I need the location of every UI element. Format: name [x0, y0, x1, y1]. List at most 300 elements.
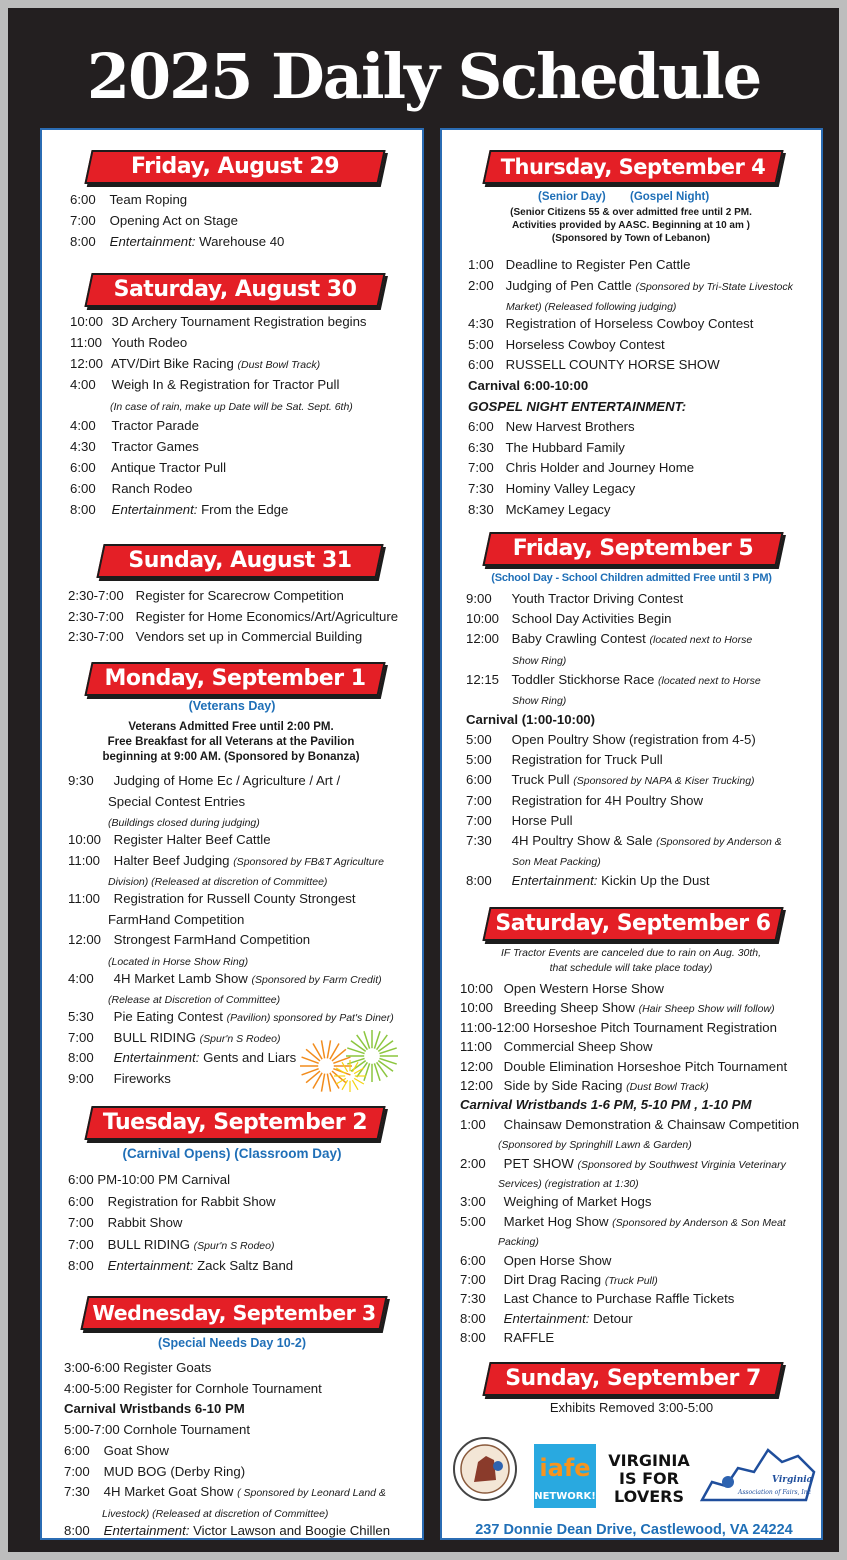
entertainment-label: Entertainment: [111, 502, 198, 517]
event-note: (Dust Bowl Track) [237, 359, 321, 371]
event-note: (Sponsored by FB&T Agriculture [233, 855, 384, 868]
event-line [466, 591, 683, 607]
event-time: 2:30-7:00 [68, 608, 124, 624]
event-text: Last Chance to Purchase Raffle Tickets [503, 1291, 735, 1307]
event-text: From the Edge [201, 502, 289, 517]
event-line [68, 1050, 296, 1066]
event-text: Gents and Liars [203, 1050, 297, 1065]
event-line [468, 278, 793, 295]
event-time: 10:00 [68, 832, 102, 847]
day-banner-tue2 [84, 1106, 385, 1140]
event-text: Judging of Home Ec / Agriculture / Art / [113, 773, 341, 788]
event-text: Register for Cornhole Tournament [123, 1380, 322, 1396]
event-time: 10:00 [70, 314, 104, 329]
event-time: 4:00-5:00 [64, 1380, 120, 1396]
fair-seal-logo [452, 1436, 518, 1502]
event-time: 6:00 [68, 1193, 94, 1209]
event-line [64, 1443, 169, 1459]
event-time: 10:00 [460, 981, 494, 996]
svg-text:LOVERS: LOVERS [614, 1487, 684, 1506]
event-line [68, 1172, 230, 1188]
entertainment-label: Entertainment: [113, 1050, 200, 1065]
senior-day-label: (Senior Day) [538, 191, 606, 203]
svg-text:VIRGINIA: VIRGINIA [608, 1451, 690, 1470]
event-text: Opening Act on Stage [109, 213, 238, 228]
event-time: 4:00 [70, 418, 96, 433]
event-time: 5:00 [466, 752, 492, 768]
event-line [468, 460, 694, 476]
event-line [70, 481, 192, 497]
event-time: 6:00 [466, 772, 492, 788]
event-time: 4:30 [468, 316, 494, 332]
day-banner-wed3 [80, 1296, 387, 1330]
info-line: Activities provided by AASC. Beginning at 10 am ) [511, 220, 750, 231]
event-text: Truck Pull [511, 772, 570, 788]
event-text: RAFFLE [503, 1330, 555, 1346]
event-text: Horseshoe Pitch Tournament Registration [533, 1019, 777, 1035]
event-time: 12:00 [466, 631, 500, 647]
event-note: Services) (registration at 1:30) [498, 1178, 639, 1190]
event-text: Registration for Russell County Strongest [113, 891, 356, 906]
event-time: 9:00 [68, 1070, 94, 1086]
event-time: 8:00 [70, 502, 96, 517]
event-line [468, 481, 635, 497]
event-note: (Located in Horse Show Ring) [108, 955, 249, 968]
event-note: (located next to Horse [658, 674, 761, 687]
event-note: (Spur'n S Rodeo) [199, 1032, 281, 1045]
event-text: BULL RIDING [107, 1236, 190, 1252]
event-line [460, 1214, 786, 1231]
event-text: Youth Rodeo [111, 335, 188, 350]
event-line [466, 631, 752, 648]
event-time: 5:00 [460, 1213, 486, 1229]
event-line [466, 752, 663, 768]
event-line [468, 257, 690, 273]
event-text: Rabbit Show [107, 1215, 183, 1230]
event-line [468, 502, 610, 518]
left-column [40, 128, 424, 1540]
event-text: 4H Market Goat Show [103, 1484, 234, 1500]
day-banner-sun31 [96, 544, 383, 578]
event-time: 5:00-7:00 [64, 1422, 120, 1438]
event-line [466, 813, 573, 829]
event-note: (located next to Horse [649, 634, 753, 647]
event-line [70, 314, 367, 330]
event-time: 12:00 [460, 1078, 494, 1093]
day-label: Wednesday, September 3 [92, 1301, 376, 1325]
gospel-night-label: (Gospel Night) [630, 191, 710, 203]
fireworks-icon [296, 1028, 406, 1098]
event-text: ATV/Dirt Bike Racing [110, 356, 234, 371]
event-time: 2:30-7:00 [68, 588, 124, 603]
iafe-network-logo [534, 1444, 596, 1508]
event-line [68, 932, 310, 948]
event-line [460, 981, 664, 997]
svg-text:Association of Fairs, Inc: Association of Fairs, Inc [738, 1489, 812, 1496]
event-line [466, 772, 755, 789]
entertainment-label: Entertainment: [109, 234, 196, 249]
event-time: 2:30-7:00 [68, 629, 124, 644]
event-note: Market) (Released following judging) [506, 301, 677, 314]
event-time: 2:00 [468, 277, 494, 293]
event-time: 9:30 [68, 773, 94, 788]
svg-text:NETWORK!: NETWORK! [534, 1491, 596, 1502]
event-line [70, 418, 199, 434]
event-line [468, 440, 625, 456]
event-line [460, 1117, 799, 1133]
event-time: 6:00 PM-10:00 PM [68, 1172, 178, 1187]
event-line [64, 1484, 386, 1501]
event-line [68, 609, 398, 625]
event-text: Register for Home Economics/Art/Agriculture [135, 608, 399, 624]
event-line [512, 692, 566, 709]
event-time: 6:00 [70, 460, 96, 475]
event-text: MUD BOG (Derby Ring) [103, 1463, 246, 1479]
event-line [68, 1258, 293, 1274]
event-text: Registration for Truck Pull [511, 752, 663, 768]
event-time: 7:00 [68, 1029, 94, 1045]
event-note: (Sponsored by Anderson & [656, 836, 782, 848]
event-line: Carnival Wristbands 1-6 PM, 5-10 PM , 1-10 PM [460, 1097, 752, 1113]
event-text: Registration for Rabbit Show [107, 1193, 276, 1209]
day-label: Friday, September 5 [512, 536, 754, 561]
event-time: 8:00 [70, 234, 96, 249]
day-subtitle: (School Day - School Children admitted Free until 3 PM) [491, 572, 772, 584]
event-note: (In case of rain, make up Date will be Sat. Sept. 6th) [110, 401, 353, 413]
event-note: ( Sponsored by Leonard Land & [237, 1487, 386, 1500]
event-line [64, 1381, 322, 1397]
event-time: 6:00 [460, 1252, 486, 1268]
event-text: Halter Beef Judging [113, 852, 230, 868]
event-text: Breeding Sheep Show [503, 1000, 635, 1016]
event-text: Ranch Rodeo [111, 481, 193, 496]
day-banner-sun7 [482, 1362, 783, 1396]
event-line [68, 629, 362, 645]
event-text: FarmHand Competition [108, 911, 245, 927]
event-line [108, 794, 245, 810]
event-line [460, 1039, 652, 1055]
event-line [460, 1272, 658, 1289]
event-time: 8:30 [468, 501, 494, 517]
day-banner-mon1 [84, 662, 385, 696]
event-text: McKamey Legacy [505, 501, 611, 517]
event-line [70, 460, 226, 476]
event-note: Packing) [498, 1236, 539, 1249]
event-time: 7:00 [64, 1463, 90, 1479]
event-text: Fireworks [113, 1070, 171, 1086]
event-line [70, 356, 320, 373]
event-line [68, 832, 271, 848]
info-line: IF Tractor Events are canceled due to rain on Aug. 30th, [500, 947, 762, 959]
event-time: 7:00 [68, 1215, 94, 1230]
event-line [460, 1291, 734, 1307]
event-text: Register for Scarecrow Competition [135, 588, 344, 603]
event-line [460, 1194, 652, 1210]
event-line [468, 316, 753, 332]
event-line: Carnival (1:00-10:00) [466, 711, 596, 727]
day-subtitle: (Carnival Opens) (Classroom Day) [122, 1146, 342, 1161]
event-time: 8:00 [460, 1310, 486, 1326]
event-text: Cornhole Tournament [123, 1422, 250, 1438]
event-note: (Spur'n S Rodeo) [193, 1239, 275, 1252]
event-line [466, 611, 671, 627]
event-note: (Buildings closed during judging) [108, 817, 260, 829]
event-time: 7:00 [468, 460, 494, 476]
event-time: 1:00 [460, 1116, 486, 1132]
event-time: 6:00 [64, 1442, 90, 1458]
event-line [460, 1330, 554, 1346]
event-time: 6:00 [468, 419, 494, 435]
event-time: 11:00 [68, 852, 101, 868]
event-text: Register Goats [123, 1360, 212, 1375]
event-time: 12:00 [460, 1058, 494, 1074]
event-line [468, 419, 635, 435]
event-line [70, 234, 284, 250]
day-banner-fri5 [482, 532, 783, 566]
event-text: BULL RIDING [113, 1029, 196, 1045]
event-text: Zack Saltz Band [197, 1258, 294, 1273]
event-note: (Pavilion) sponsored by Pat's Diner) [226, 1012, 394, 1024]
event-text: Market Hog Show [503, 1213, 609, 1229]
event-text: Toddler Stickhorse Race [511, 671, 655, 687]
event-text: PET SHOW [503, 1155, 574, 1171]
svg-text:iafe: iafe [539, 1454, 591, 1482]
event-text: The Hubbard Family [505, 439, 625, 455]
entertainment-label: Entertainment: [103, 1522, 190, 1538]
event-text: Open Western Horse Show [503, 981, 664, 996]
event-time: 7:30 [460, 1291, 486, 1307]
event-line [460, 1000, 775, 1017]
event-text: Goat Show [103, 1442, 169, 1458]
event-note: (Sponsored by Southwest Virginia Veterinary [577, 1158, 786, 1171]
event-text: Strongest FarmHand Competition [113, 932, 311, 947]
right-column [440, 128, 823, 1540]
poster [8, 8, 839, 1552]
event-line [466, 732, 756, 748]
event-note: (Hair Sheep Show will follow) [638, 1003, 775, 1016]
day-label: Monday, September 1 [104, 666, 366, 691]
event-line [466, 793, 703, 809]
event-line [466, 873, 710, 889]
event-text: Register Halter Beef Cattle [113, 832, 271, 847]
event-line [108, 912, 244, 928]
event-text: Special Contest Entries [108, 793, 246, 809]
exhibits-removed-note: Exhibits Removed 3:00-5:00 [549, 1400, 714, 1415]
day-banner-sat30 [84, 273, 385, 307]
day-label: Tuesday, September 2 [102, 1110, 368, 1135]
event-time: 6:00 [70, 481, 96, 496]
event-text: RUSSELL COUNTY HORSE SHOW [505, 357, 720, 373]
svg-text:IS FOR: IS FOR [619, 1469, 679, 1488]
event-line [70, 377, 339, 393]
event-time: 11:00 [70, 335, 103, 350]
event-text: School Day Activities Begin [511, 611, 672, 627]
event-time: 8:00 [68, 1258, 94, 1273]
event-note: (Sponsored by NAPA & Kiser Trucking) [573, 775, 755, 788]
event-line [68, 1030, 280, 1047]
event-text: Team Roping [109, 192, 188, 207]
event-line [70, 502, 288, 518]
event-line [468, 337, 665, 353]
day-subtitle: (Veterans Day) [188, 699, 276, 713]
event-time: 3:00 [460, 1194, 486, 1210]
event-note: Show Ring) [512, 694, 567, 707]
event-note: Division) (Released at discretion of Committee) [108, 876, 328, 888]
entertainment-label: Entertainment: [107, 1258, 194, 1273]
event-line [468, 357, 720, 373]
event-note: (Sponsored by Tri-State Livestock [635, 280, 793, 293]
event-text: Horse Pull [511, 812, 573, 828]
event-time: 7:00 [466, 792, 492, 808]
event-line [68, 1237, 274, 1254]
info-line: beginning at 9:00 AM. (Sponsored by Bonanza) [102, 751, 360, 763]
event-time: 11:00 [68, 891, 101, 906]
event-text: Vendors set up in Commercial Building [135, 629, 363, 644]
event-line [460, 1078, 709, 1095]
event-text: Commercial Sheep Show [503, 1039, 653, 1055]
event-line [70, 335, 187, 351]
svg-text:Virginia: Virginia [772, 1475, 813, 1485]
event-time: 12:00 [68, 932, 102, 947]
event-time: 5:00 [468, 336, 494, 352]
virginia-association-of-fairs-logo [698, 1442, 818, 1508]
event-line [498, 1233, 539, 1250]
event-line [68, 1071, 171, 1087]
info-line: Free Breakfast for all Veterans at the Pavilion [107, 736, 355, 748]
event-time: 3:00-6:00 [64, 1360, 120, 1375]
event-note: Show Ring) [512, 654, 567, 667]
event-line [70, 192, 187, 208]
event-line [68, 588, 344, 604]
event-line: Carnival 6:00-10:00 [468, 378, 589, 393]
event-text: Tractor Games [111, 439, 199, 454]
event-line: Carnival Wristbands 6-10 PM [64, 1401, 245, 1417]
event-note: (Sponsored by Anderson & Son Meat [612, 1216, 786, 1229]
day-label: Sunday, August 31 [128, 548, 352, 573]
event-text: Open Horse Show [503, 1252, 612, 1268]
event-text: New Harvest Brothers [505, 419, 635, 435]
event-time: 5:30 [68, 1009, 94, 1024]
event-text: Weigh In & Registration for Tractor Pull [111, 377, 340, 392]
event-line [498, 1136, 692, 1153]
day-banner-sat6 [482, 907, 783, 941]
day-label: Saturday, September 6 [495, 911, 771, 936]
event-text: Double Elimination Horseshoe Pitch Tournament [503, 1058, 788, 1074]
event-time: 1:00 [468, 257, 494, 272]
event-line [108, 814, 260, 831]
event-time: 6:00 [70, 192, 96, 207]
event-line [110, 398, 353, 415]
event-text: Open Poultry Show (registration from 4-5) [511, 732, 756, 747]
event-line [68, 1194, 276, 1210]
event-line [102, 1505, 328, 1522]
event-text: Youth Tractor Driving Contest [511, 591, 684, 606]
event-line [108, 873, 327, 890]
event-time: 6:30 [468, 439, 494, 455]
event-line [68, 773, 340, 789]
event-time: 10:00 [466, 611, 500, 627]
event-time: 5:00 [466, 732, 492, 747]
event-line [460, 1311, 633, 1327]
event-note: (Dust Bowl Track) [626, 1081, 709, 1093]
event-time: 2:00 [460, 1155, 486, 1171]
event-time: 12:00 [70, 356, 104, 371]
event-time: 9:00 [466, 591, 492, 606]
entertainment-label: Entertainment: [511, 873, 598, 889]
virginia-is-for-lovers-logo [604, 1448, 694, 1508]
event-text: Dirt Drag Racing [503, 1272, 602, 1287]
event-time: 7:30 [468, 481, 494, 496]
event-text: Tractor Parade [111, 418, 199, 433]
event-line [108, 953, 248, 970]
entertainment-label: Entertainment: [503, 1310, 590, 1326]
event-line [108, 991, 280, 1008]
event-text: Judging of Pen Cattle [505, 277, 632, 293]
event-text: Chris Holder and Journey Home [505, 460, 695, 476]
event-time: 8:00 [460, 1330, 486, 1346]
event-time: 4:30 [70, 439, 96, 454]
event-time: 10:00 [460, 1000, 494, 1016]
event-text: Victor Lawson and Boogie Chillen [193, 1522, 391, 1538]
day-label: Sunday, September 7 [505, 1366, 761, 1391]
event-text: Detour [593, 1310, 633, 1326]
event-text: 4H Market Lamb Show [113, 970, 248, 986]
event-line [506, 298, 676, 315]
event-note: (Release at Discretion of Committee) [108, 994, 281, 1006]
info-line: that schedule will take place today) [549, 962, 713, 974]
event-line [512, 853, 601, 870]
event-text: Weighing of Market Hogs [503, 1194, 652, 1210]
event-line [68, 1009, 394, 1026]
event-line [460, 1156, 786, 1173]
event-note: (Sponsored by Springhill Lawn & Garden) [498, 1139, 692, 1152]
day-banner-thu4 [482, 150, 783, 184]
event-time: 4:00 [70, 377, 96, 392]
event-time: 7:00 [70, 213, 96, 228]
event-line: GOSPEL NIGHT ENTERTAINMENT: [468, 398, 687, 414]
event-time: 11:00 [460, 1039, 493, 1055]
day-banner-fri29 [84, 150, 385, 184]
event-text: Antique Tractor Pull [110, 460, 227, 475]
event-line [68, 853, 384, 870]
event-text: Baby Crawling Contest [511, 631, 646, 647]
event-text: Carnival [181, 1172, 230, 1187]
event-line [512, 652, 566, 669]
event-time: 8:00 [466, 873, 492, 889]
info-line: (Senior Citizens 55 & over admitted free until 2 PM. [510, 207, 752, 218]
address: 237 Donnie Dean Drive, Castlewood, VA 24224 [475, 1522, 793, 1538]
page-title: 2025 Daily Schedule [86, 40, 761, 113]
event-line [64, 1464, 245, 1480]
event-line [460, 1059, 787, 1075]
event-note: Son Meat Packing) [512, 856, 601, 869]
info-line: Veterans Admitted Free until 2:00 PM. [128, 721, 334, 733]
event-line [64, 1422, 250, 1438]
event-text: 3D Archery Tournament Registration begins [111, 314, 367, 329]
event-time: 7:00 [68, 1236, 94, 1252]
event-line [70, 439, 199, 455]
event-line [70, 213, 238, 229]
event-text: Horseless Cowboy Contest [505, 336, 665, 352]
event-text: 4H Poultry Show & Sale [511, 833, 653, 848]
day-label: Saturday, August 30 [113, 277, 357, 302]
event-text: Registration of Horseless Cowboy Contest [505, 316, 754, 332]
event-time: 4:00 [68, 970, 94, 986]
event-time: 8:00 [64, 1522, 90, 1538]
day-label: Friday, August 29 [130, 154, 340, 179]
event-time: 12:15 [466, 671, 500, 687]
event-note: (Sponsored by Farm Credit) [251, 973, 382, 986]
